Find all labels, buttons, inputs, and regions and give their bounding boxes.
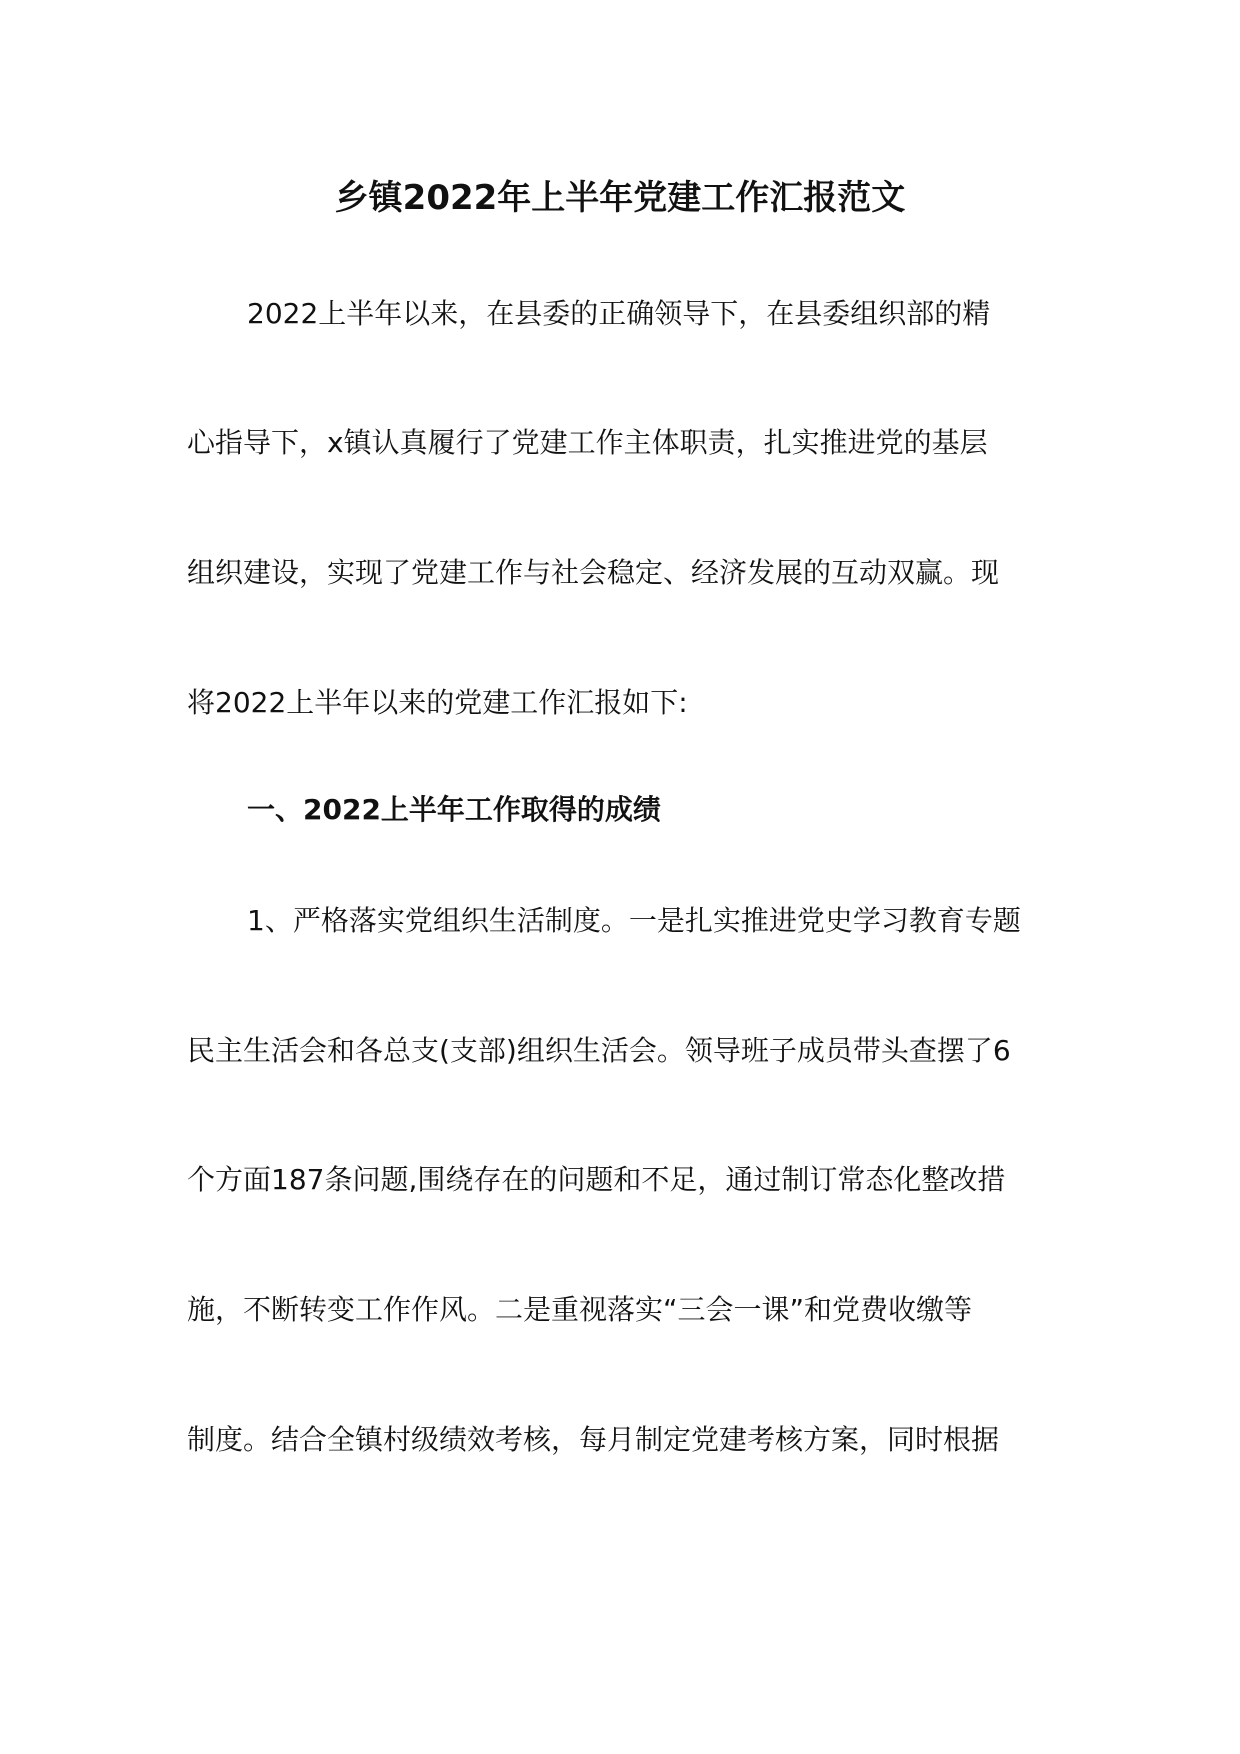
paragraph-line: 个方面187条问题,围绕存在的问题和不足，通过制订常态化整改措 <box>187 1163 1006 1196</box>
paragraph-line: 民主生活会和各总支(支部)组织生活会。领导班子成员带头查摆了6 <box>187 1034 1011 1067</box>
paragraph-line: 2022上半年以来，在县委的正确领导下，在县委组织部的精 <box>247 297 991 330</box>
section-heading: 一、2022上半年工作取得的成绩 <box>247 793 661 826</box>
paragraph-line: 将2022上半年以来的党建工作汇报如下: <box>187 686 688 719</box>
paragraph-line: 1、严格落实党组织生活制度。一是扎实推进党史学习教育专题 <box>247 904 1021 937</box>
paragraph-line: 施，不断转变工作作风。二是重视落实“三会一课”和党费收缴等 <box>187 1293 973 1326</box>
paragraph-line: 组织建设，实现了党建工作与社会稳定、经济发展的互动双赢。现 <box>187 556 1000 589</box>
document-title: 乡镇2022年上半年党建工作汇报范文 <box>334 178 906 218</box>
paragraph-line: 心指导下，x镇认真履行了党建工作主体职责，扎实推进党的基层 <box>187 426 988 459</box>
paragraph-line: 制度。结合全镇村级绩效考核，每月制定党建考核方案，同时根据 <box>187 1423 1000 1456</box>
